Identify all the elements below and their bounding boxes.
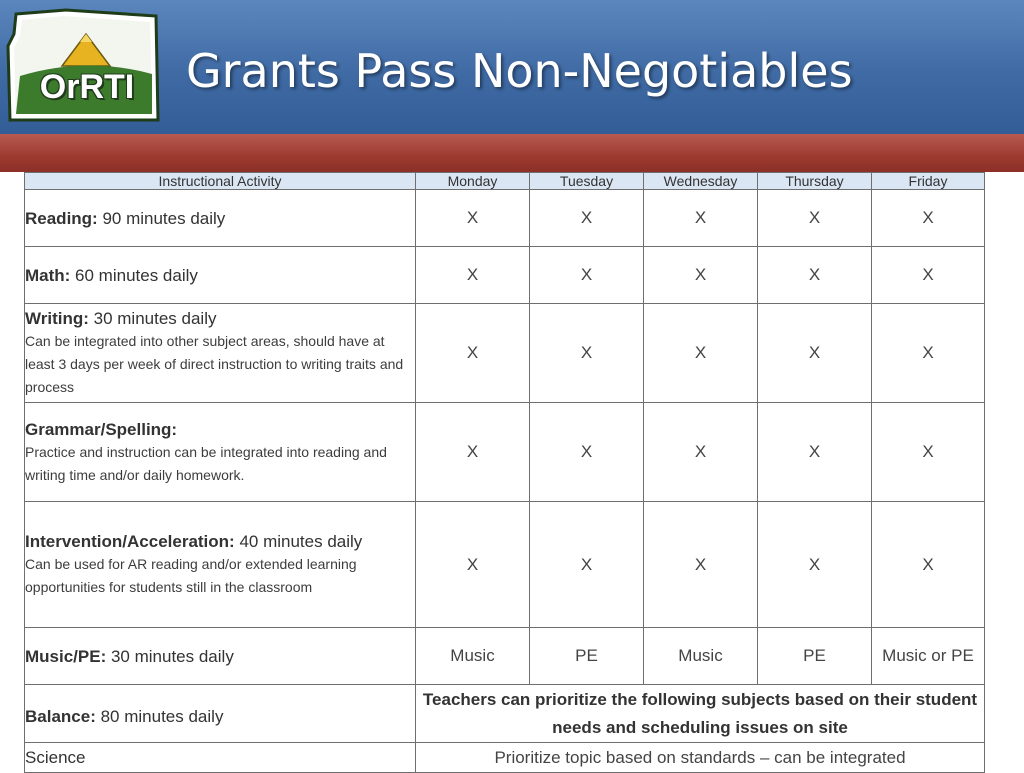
table-row bbox=[25, 743, 985, 773]
orrti-logo bbox=[6, 6, 162, 126]
schedule-cell: Music bbox=[644, 628, 758, 685]
table-row bbox=[25, 403, 985, 502]
schedule-cell: X bbox=[872, 247, 985, 304]
activity-title: Math: bbox=[25, 265, 71, 285]
schedule-cell: PE bbox=[758, 628, 872, 685]
schedule-cell: X bbox=[416, 304, 530, 403]
accent-bar bbox=[0, 134, 1024, 172]
schedule-cell: X bbox=[644, 190, 758, 247]
column-header-tuesday: Tuesday bbox=[530, 173, 644, 190]
schedule-cell: X bbox=[416, 247, 530, 304]
activity-cell bbox=[25, 685, 416, 743]
table-row bbox=[25, 190, 985, 247]
schedule-cell: X bbox=[644, 502, 758, 628]
activity-note: Can be integrated into other subject areas, should have at least 3 days per week of direct instruction to writing traits and process bbox=[25, 333, 404, 395]
column-header-thursday: Thursday bbox=[758, 173, 872, 190]
activity-title: Grammar/Spelling: bbox=[25, 419, 178, 439]
oregon-state-logo-graphic bbox=[6, 6, 162, 126]
activity-detail: 90 minutes daily bbox=[97, 208, 226, 228]
schedule-cell: X bbox=[416, 403, 530, 502]
activity-cell bbox=[25, 743, 416, 773]
activity-title: Science bbox=[25, 748, 86, 767]
schedule-cell: X bbox=[758, 304, 872, 403]
schedule-cell: X bbox=[530, 304, 644, 403]
science-note: Prioritize topic based on standards – can be integrated bbox=[416, 743, 985, 773]
balance-note: Teachers can prioritize the following subjects based on their student needs and scheduling issues on site bbox=[416, 685, 985, 743]
schedule-cell: X bbox=[872, 403, 985, 502]
activity-detail: 30 minutes daily bbox=[88, 309, 217, 328]
schedule-cell: X bbox=[644, 247, 758, 304]
activity-cell bbox=[25, 247, 416, 304]
column-header-friday: Friday bbox=[872, 173, 985, 190]
activity-title: Writing: bbox=[25, 309, 89, 328]
activity-cell bbox=[25, 304, 416, 403]
schedule-cell: X bbox=[758, 403, 872, 502]
schedule-cell: X bbox=[758, 502, 872, 628]
activity-title: Reading: bbox=[25, 208, 98, 228]
schedule-cell: Music or PE bbox=[872, 628, 985, 685]
table-header-row bbox=[25, 173, 985, 190]
activity-note: Practice and instruction can be integrated into reading and writing time and/or daily homework. bbox=[25, 443, 387, 483]
column-header-wednesday: Wednesday bbox=[644, 173, 758, 190]
schedule-cell: X bbox=[530, 247, 644, 304]
activity-note: Can be used for AR reading and/or extended learning opportunities for students still in the classroom bbox=[25, 556, 357, 595]
table-row bbox=[25, 685, 985, 743]
table-row bbox=[25, 247, 985, 304]
activity-title: Music/PE: bbox=[25, 646, 107, 666]
activity-cell bbox=[25, 403, 416, 502]
table-row bbox=[25, 304, 985, 403]
activity-detail: 40 minutes daily bbox=[234, 532, 363, 551]
activity-cell bbox=[25, 502, 416, 628]
table-row bbox=[25, 502, 985, 628]
schedule-cell: X bbox=[872, 304, 985, 403]
schedule-cell: X bbox=[872, 502, 985, 628]
schedule-cell: X bbox=[758, 247, 872, 304]
activity-title: Intervention/Acceleration: bbox=[25, 532, 235, 551]
column-header-monday: Monday bbox=[416, 173, 530, 190]
document-scan bbox=[24, 172, 984, 768]
schedule-cell: X bbox=[416, 502, 530, 628]
schedule-cell: X bbox=[416, 190, 530, 247]
activity-title: Balance: bbox=[25, 707, 96, 726]
schedule-cell: X bbox=[644, 403, 758, 502]
schedule-cell: X bbox=[758, 190, 872, 247]
schedule-cell: X bbox=[530, 502, 644, 628]
logo-text: OrRTI bbox=[39, 68, 135, 106]
schedule-table bbox=[24, 172, 985, 773]
column-header-activity: Instructional Activity bbox=[25, 173, 416, 190]
table-row bbox=[25, 628, 985, 685]
schedule-cell: X bbox=[872, 190, 985, 247]
schedule-cell: X bbox=[530, 190, 644, 247]
activity-detail: 60 minutes daily bbox=[70, 265, 198, 285]
activity-cell bbox=[25, 190, 416, 247]
schedule-cell: PE bbox=[530, 628, 644, 685]
activity-detail: 80 minutes daily bbox=[95, 707, 224, 726]
activity-cell bbox=[25, 628, 416, 685]
activity-detail: 30 minutes daily bbox=[106, 646, 234, 666]
schedule-cell: X bbox=[530, 403, 644, 502]
page-title: Grants Pass Non-Negotiables bbox=[186, 44, 853, 98]
schedule-cell: Music bbox=[416, 628, 530, 685]
schedule-cell: X bbox=[644, 304, 758, 403]
